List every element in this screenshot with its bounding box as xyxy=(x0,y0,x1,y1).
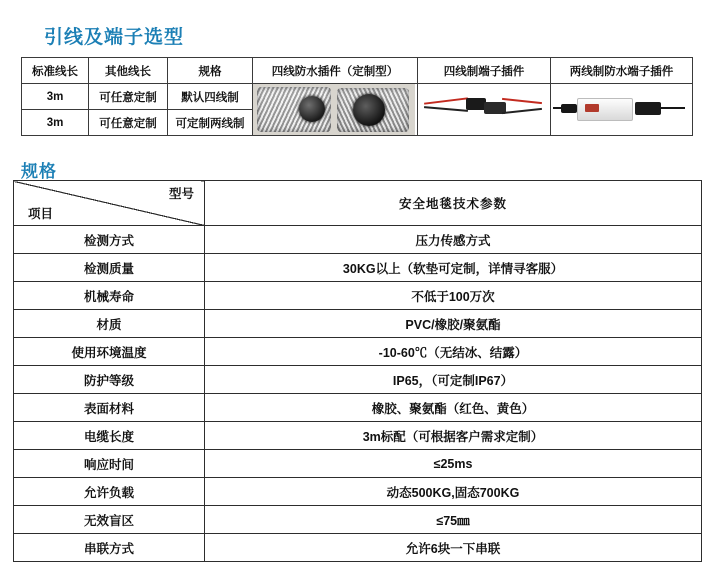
spec-header-model-label: 型号 xyxy=(168,187,194,201)
red-wire-icon xyxy=(424,97,468,104)
spec-value-detection-mass: 30KG以上（软垫可定制，详情寻客服） xyxy=(205,254,702,282)
spec-name-series-connection: 串联方式 xyxy=(14,534,205,562)
cell-spec-2: 可定制两线制 xyxy=(168,110,253,136)
column-header-standard-length: 标准线长 xyxy=(22,58,89,84)
column-header-two-wire-waterproof-terminal: 两线制防水端子插件 xyxy=(551,58,693,84)
spec-value-protection-level: IP65，（可定制IP67） xyxy=(205,366,702,394)
column-header-four-wire-waterproof: 四线防水插件（定制型） xyxy=(253,58,418,84)
spec-name-allowed-load: 允许负载 xyxy=(14,478,205,506)
spec-name-operating-temperature: 使用环境温度 xyxy=(14,338,205,366)
black-wire-icon-2 xyxy=(502,108,542,114)
spec-value-series-connection: 允许6块一下串联 xyxy=(205,534,702,562)
plug-male-icon xyxy=(466,98,486,110)
spec-value-operating-temperature: -10-60℃（无结冰、结露） xyxy=(205,338,702,366)
section-heading-spec: 规格 xyxy=(21,162,57,181)
table-row xyxy=(14,478,702,506)
spec-header-diagonal-cell xyxy=(14,181,205,226)
table-row xyxy=(14,450,702,478)
table-header-row xyxy=(22,58,693,84)
table-row xyxy=(14,226,702,254)
cell-standard-length-2: 3m xyxy=(22,110,89,136)
table-row xyxy=(14,254,702,282)
image-four-wire-terminal xyxy=(418,84,551,136)
connector-black-left-icon xyxy=(561,104,577,113)
table-row xyxy=(14,422,702,450)
cell-other-length-1: 可任意定制 xyxy=(89,84,168,110)
red-wire-icon-2 xyxy=(502,98,542,104)
cell-spec-1: 默认四线制 xyxy=(168,84,253,110)
spec-value-cable-length: 3m标配（可根据客户需求定制） xyxy=(205,422,702,450)
image-two-wire-waterproof-terminal xyxy=(551,84,693,136)
spec-value-surface-material: 橡胶、聚氨酯（红色、黄色） xyxy=(205,394,702,422)
spec-name-surface-material: 表面材料 xyxy=(14,394,205,422)
spec-value-response-time: ≤25ms xyxy=(205,450,702,478)
lead-wire-table xyxy=(21,57,693,136)
connector-photo-4wire-waterproof xyxy=(253,84,415,135)
table-row xyxy=(14,534,702,562)
table-row xyxy=(14,282,702,310)
connector-photo-4wire-terminal xyxy=(418,84,548,135)
spec-name-protection-level: 防护等级 xyxy=(14,366,205,394)
spec-name-detection-method: 检测方式 xyxy=(14,226,205,254)
column-header-other-length: 其他线长 xyxy=(89,58,168,84)
table-row xyxy=(14,366,702,394)
connector-male-icon xyxy=(257,87,331,132)
spec-value-allowed-load: 动态500KG,固态700KG xyxy=(205,478,702,506)
spec-value-detection-method: 压力传感方式 xyxy=(205,226,702,254)
table-row xyxy=(14,506,702,534)
spec-header-title: 安全地毯技术参数 xyxy=(205,181,702,226)
table-row xyxy=(14,394,702,422)
cell-standard-length-1: 3m xyxy=(22,84,89,110)
spec-value-material: PVC/橡胶/聚氨酯 xyxy=(205,310,702,338)
spec-table xyxy=(13,180,702,562)
column-header-spec: 规格 xyxy=(168,58,253,84)
spec-name-dead-zone: 无效盲区 xyxy=(14,506,205,534)
spec-name-detection-mass: 检测质量 xyxy=(14,254,205,282)
connector-black-right-icon xyxy=(635,102,661,115)
spec-name-cable-length: 电缆长度 xyxy=(14,422,205,450)
table-row xyxy=(14,310,702,338)
connector-female-icon xyxy=(337,88,409,132)
black-wire-icon xyxy=(424,106,468,112)
section-heading-lead-wire: 引线及端子选型 xyxy=(44,27,185,48)
spec-header-item-label: 项目 xyxy=(28,207,54,221)
cell-other-length-2: 可任意定制 xyxy=(89,110,168,136)
spec-name-response-time: 响应时间 xyxy=(14,450,205,478)
image-four-wire-waterproof xyxy=(253,84,418,136)
table-row xyxy=(14,338,702,366)
cable-right-icon xyxy=(661,107,685,109)
spec-value-dead-zone: ≤75㎜ xyxy=(205,506,702,534)
column-header-four-wire-terminal: 四线制端子插件 xyxy=(418,58,551,84)
spec-value-mechanical-life: 不低于100万次 xyxy=(205,282,702,310)
spec-name-material: 材质 xyxy=(14,310,205,338)
spec-name-mechanical-life: 机械寿命 xyxy=(14,282,205,310)
spec-header-row xyxy=(14,181,702,226)
table-row xyxy=(22,84,693,110)
connector-photo-2wire-waterproof-terminal xyxy=(551,84,690,135)
connector-body-icon xyxy=(577,98,633,121)
